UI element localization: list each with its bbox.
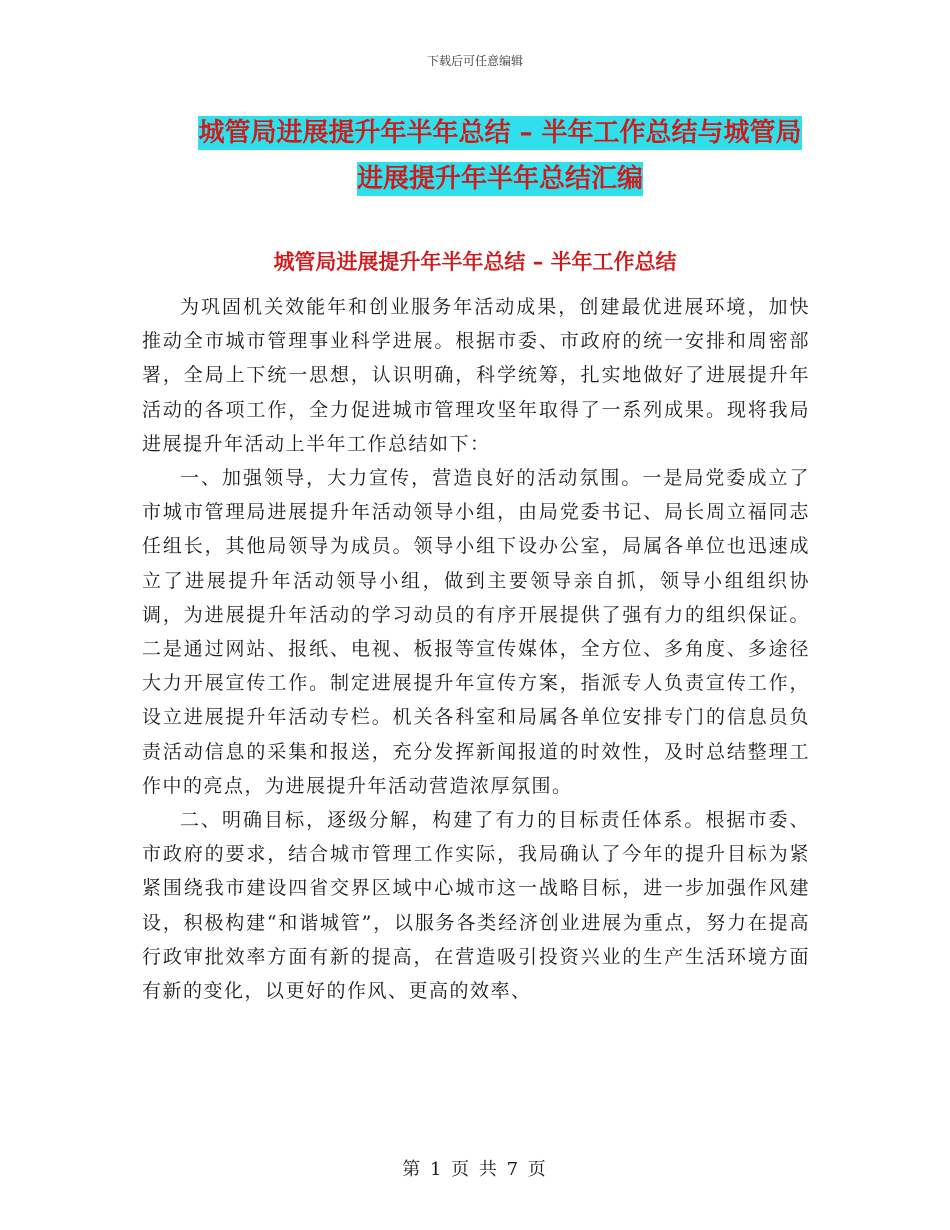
title-line-1: 城管局进展提升年半年总结 – 半年工作总结与城管局 [198,118,802,148]
paragraph-intro: 为巩固机关效能年和创业服务年活动成果，创建最优进展环境，加快推动全市城市管理事业科学进展。根据市委、市政府的统一安排和周密部署，全局上下统一思想，认识明确，科学统筹，扎实地做好了进展提升年活动的各项工作，全力促进城市管理攻坚年取得了一系列成果。现将我局进展提升年活动上半年工作总结如下： [142,296,810,455]
paragraph-section-2: 二、明确目标，逐级分解，构建了有力的目标责任体系。根据市委、市政府的要求，结合城市管理工作实际，我局确认了今年的提升目标为紧紧围绕我市建设四省交界区域中心城市这一战略目标，进一步加强作风建设，积极构建“和谐城管”，以服务各类经济创业进展为重点，努力在提高行政审批效率方面有新的提高，在营造吸引投资兴业的生产生活环境方面有新的变化，以更好的作风、更高的效率、 [142,809,810,1003]
document-title [120,110,880,202]
section-title: 城管局进展提升年半年总结 – 半年工作总结 [273,250,677,274]
title-line-2: 进展提升年半年总结汇编 [356,164,643,194]
header-note: 下载后可任意编辑 [426,54,523,68]
page-number: 第 1 页 共 7 页 [402,1159,548,1180]
paragraph-section-1: 一、加强领导，大力宣传，营造良好的活动氛围。一是局党委成立了市城市管理局进展提升年活动领导小组，由局党委书记、局长周立福同志任组长，其他局领导为成员。领导小组下设办公室，局属各单位也迅速成立了进展提升年活动领导小组，做到主要领导亲自抓，领导小组组织协调，为进展提升年活动的学习动员的有序开展提供了强有力的组织保证。二是通过网站、报纸、电视、板报等宣传媒体，全方位、多角度、多途径大力开展宣传工作。制定进展提升年宣传方案，指派专人负责宣传工作，设立进展提升年活动专栏。机关各科室和局属各单位安排专门的信息员负责活动信息的采集和报送，充分发挥新闻报道的时效性，及时总结整理工作中的亮点，为进展提升年活动营造浓厚氛围。 [142,467,810,797]
document-body [142,290,810,1008]
